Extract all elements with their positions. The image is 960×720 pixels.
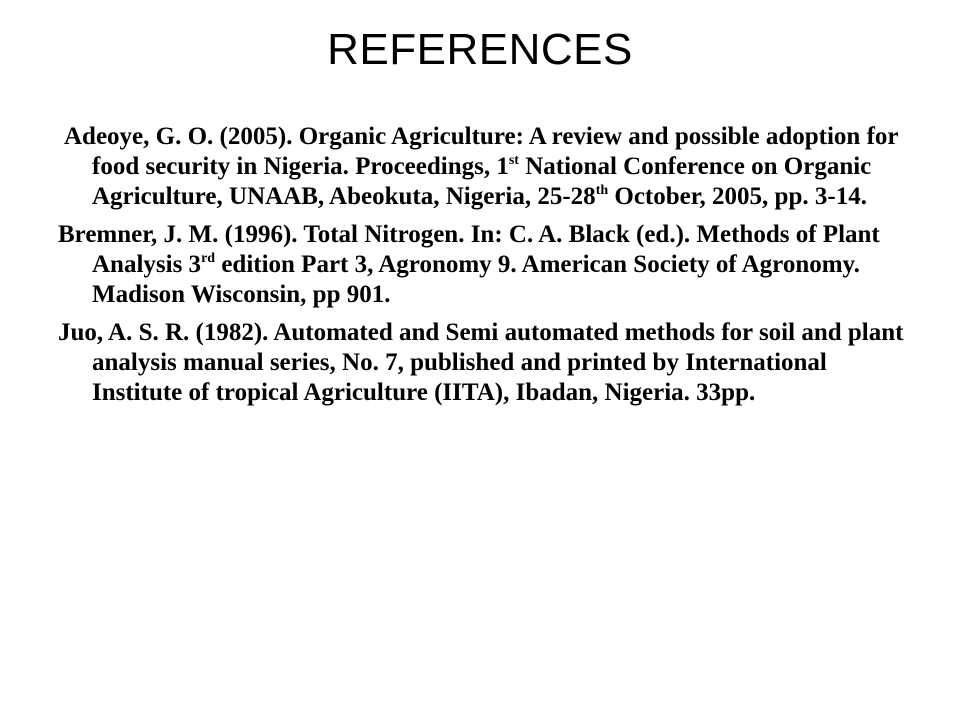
ordinal-suffix: th [595, 183, 609, 198]
reference-text: Juo, A. S. R. (1982). Automated and Semi automated methods for soil and plant analysis manual series, No. 7, published and printed by International Institute of tropical Agriculture (IITA), Ibadan, Nigeria. 33pp. [58, 319, 904, 406]
reference-item-adeoye [58, 122, 918, 212]
ordinal-suffix: rd [201, 251, 216, 266]
reference-text: Adeoye, G. O. (2005). Organic Agriculture: A review and possible adoption for food security in Nigeria. Proceedings, 1 [64, 123, 899, 180]
slide-title: REFERENCES [327, 25, 633, 74]
reference-text: National Conference on Organic Agriculture, UNAAB, Abeokuta, Nigeria, 25-28 [92, 153, 872, 210]
reference-item-juo [58, 318, 918, 408]
reference-item-bremner [58, 220, 918, 310]
ordinal-suffix: st [508, 153, 519, 168]
reference-text: edition Part 3, Agronomy 9. American Society of Agronomy. Madison Wisconsin, pp 901. [92, 251, 860, 308]
reference-list [58, 122, 918, 416]
reference-text: Bremner, J. M. (1996). Total Nitrogen. In: C. A. Black (ed.). Methods of Plant Analysis 3 [58, 221, 880, 278]
reference-text: October, 2005, pp. 3-14. [608, 183, 867, 210]
